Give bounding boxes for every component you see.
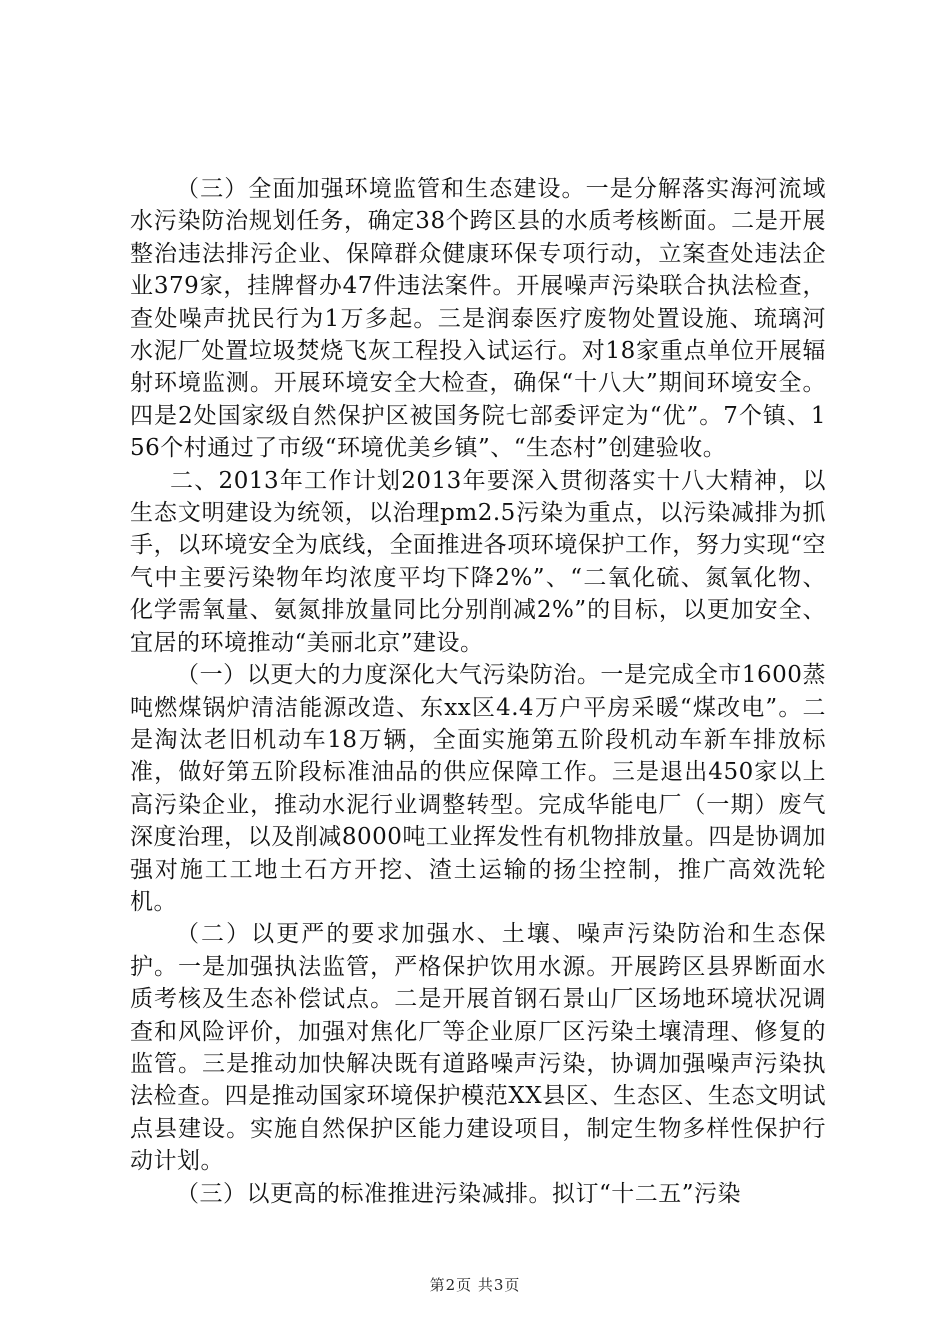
document-body [130,173,826,1210]
page-number-footer: 第2页 共3页 [429,1276,521,1294]
paragraph-water-soil-noise: （二）以更严的要求加强水、土壤、噪声污染防治和生态保护。一是加强执法监管，严格保护饮用水源。开展跨区县界断面水质考核及生态补偿试点。二是开展首钢石景山厂区场地环境状况调查和风险评价，加强对焦化厂等企业原厂区污染土壤清理、修复的监管。三是推动加快解决既有道路噪声污染，协调加强噪声污染执法检查。四是推动国家环境保护模范XX县区、生态区、生态文明试点县建设。实施自然保护区能力建设项目，制定生物多样性保护行动计划。 [130,921,826,1175]
paragraph-work-plan-2013: 二、2013年工作计划2013年要深入贯彻落实十八大精神，以生态文明建设为统领，以治理pm2.5污染为重点，以污染减排为抓手，以环境安全为底线，全面推进各项环境保护工作，努力实现“空气中主要污染物年均浓度平均下降2%”、“二氧化硫、氮氧化物、化学需氧量、氨氮排放量同比分别削减2%”的目标，以更加安全、宜居的环境推动“美丽北京”建设。 [130,467,826,656]
paragraph-environment-supervision: （三）全面加强环境监管和生态建设。一是分解落实海河流域水污染防治规划任务，确定38个跨区县的水质考核断面。二是开展整治违法排污企业、保障群众健康环保专项行动，立案查处违法企业379家，挂牌督办47件违法案件。开展噪声污染联合执法检查，查处噪声扰民行为1万多起。三是润泰医疗废物处置设施、琉璃河水泥厂处置垃圾焚烧飞灰工程投入试运行。对18家重点单位开展辐射环境监测。开展环境安全大检查，确保“十八大”期间环境安全。四是2处国家级自然保护区被国务院七部委评定为“优”。7个镇、156个村通过了市级“环境优美乡镇”、“生态村”创建验收。 [130,176,826,462]
paragraph-emission-reduction: （三）以更高的标准推进污染减排。拟订“十二五”污染 [176,1180,742,1207]
paragraph-air-pollution: （一）以更大的力度深化大气污染防治。一是完成全市1600蒸吨燃煤锅炉清洁能源改造、东xx区4.4万户平房采暖“煤改电”。二是淘汰老旧机动车18万辆，全面实施第五阶段机动车新车排放标准，做好第五阶段标准油品的供应保障工作。三是退出450家以上高污染企业，推动水泥行业调整转型。完成华能电厂（一期）废气深度治理，以及削减8000吨工业挥发性有机物排放量。四是协调加强对施工工地土石方开挖、渣土运输的扬尘控制，推广高效洗轮机。 [130,662,826,915]
